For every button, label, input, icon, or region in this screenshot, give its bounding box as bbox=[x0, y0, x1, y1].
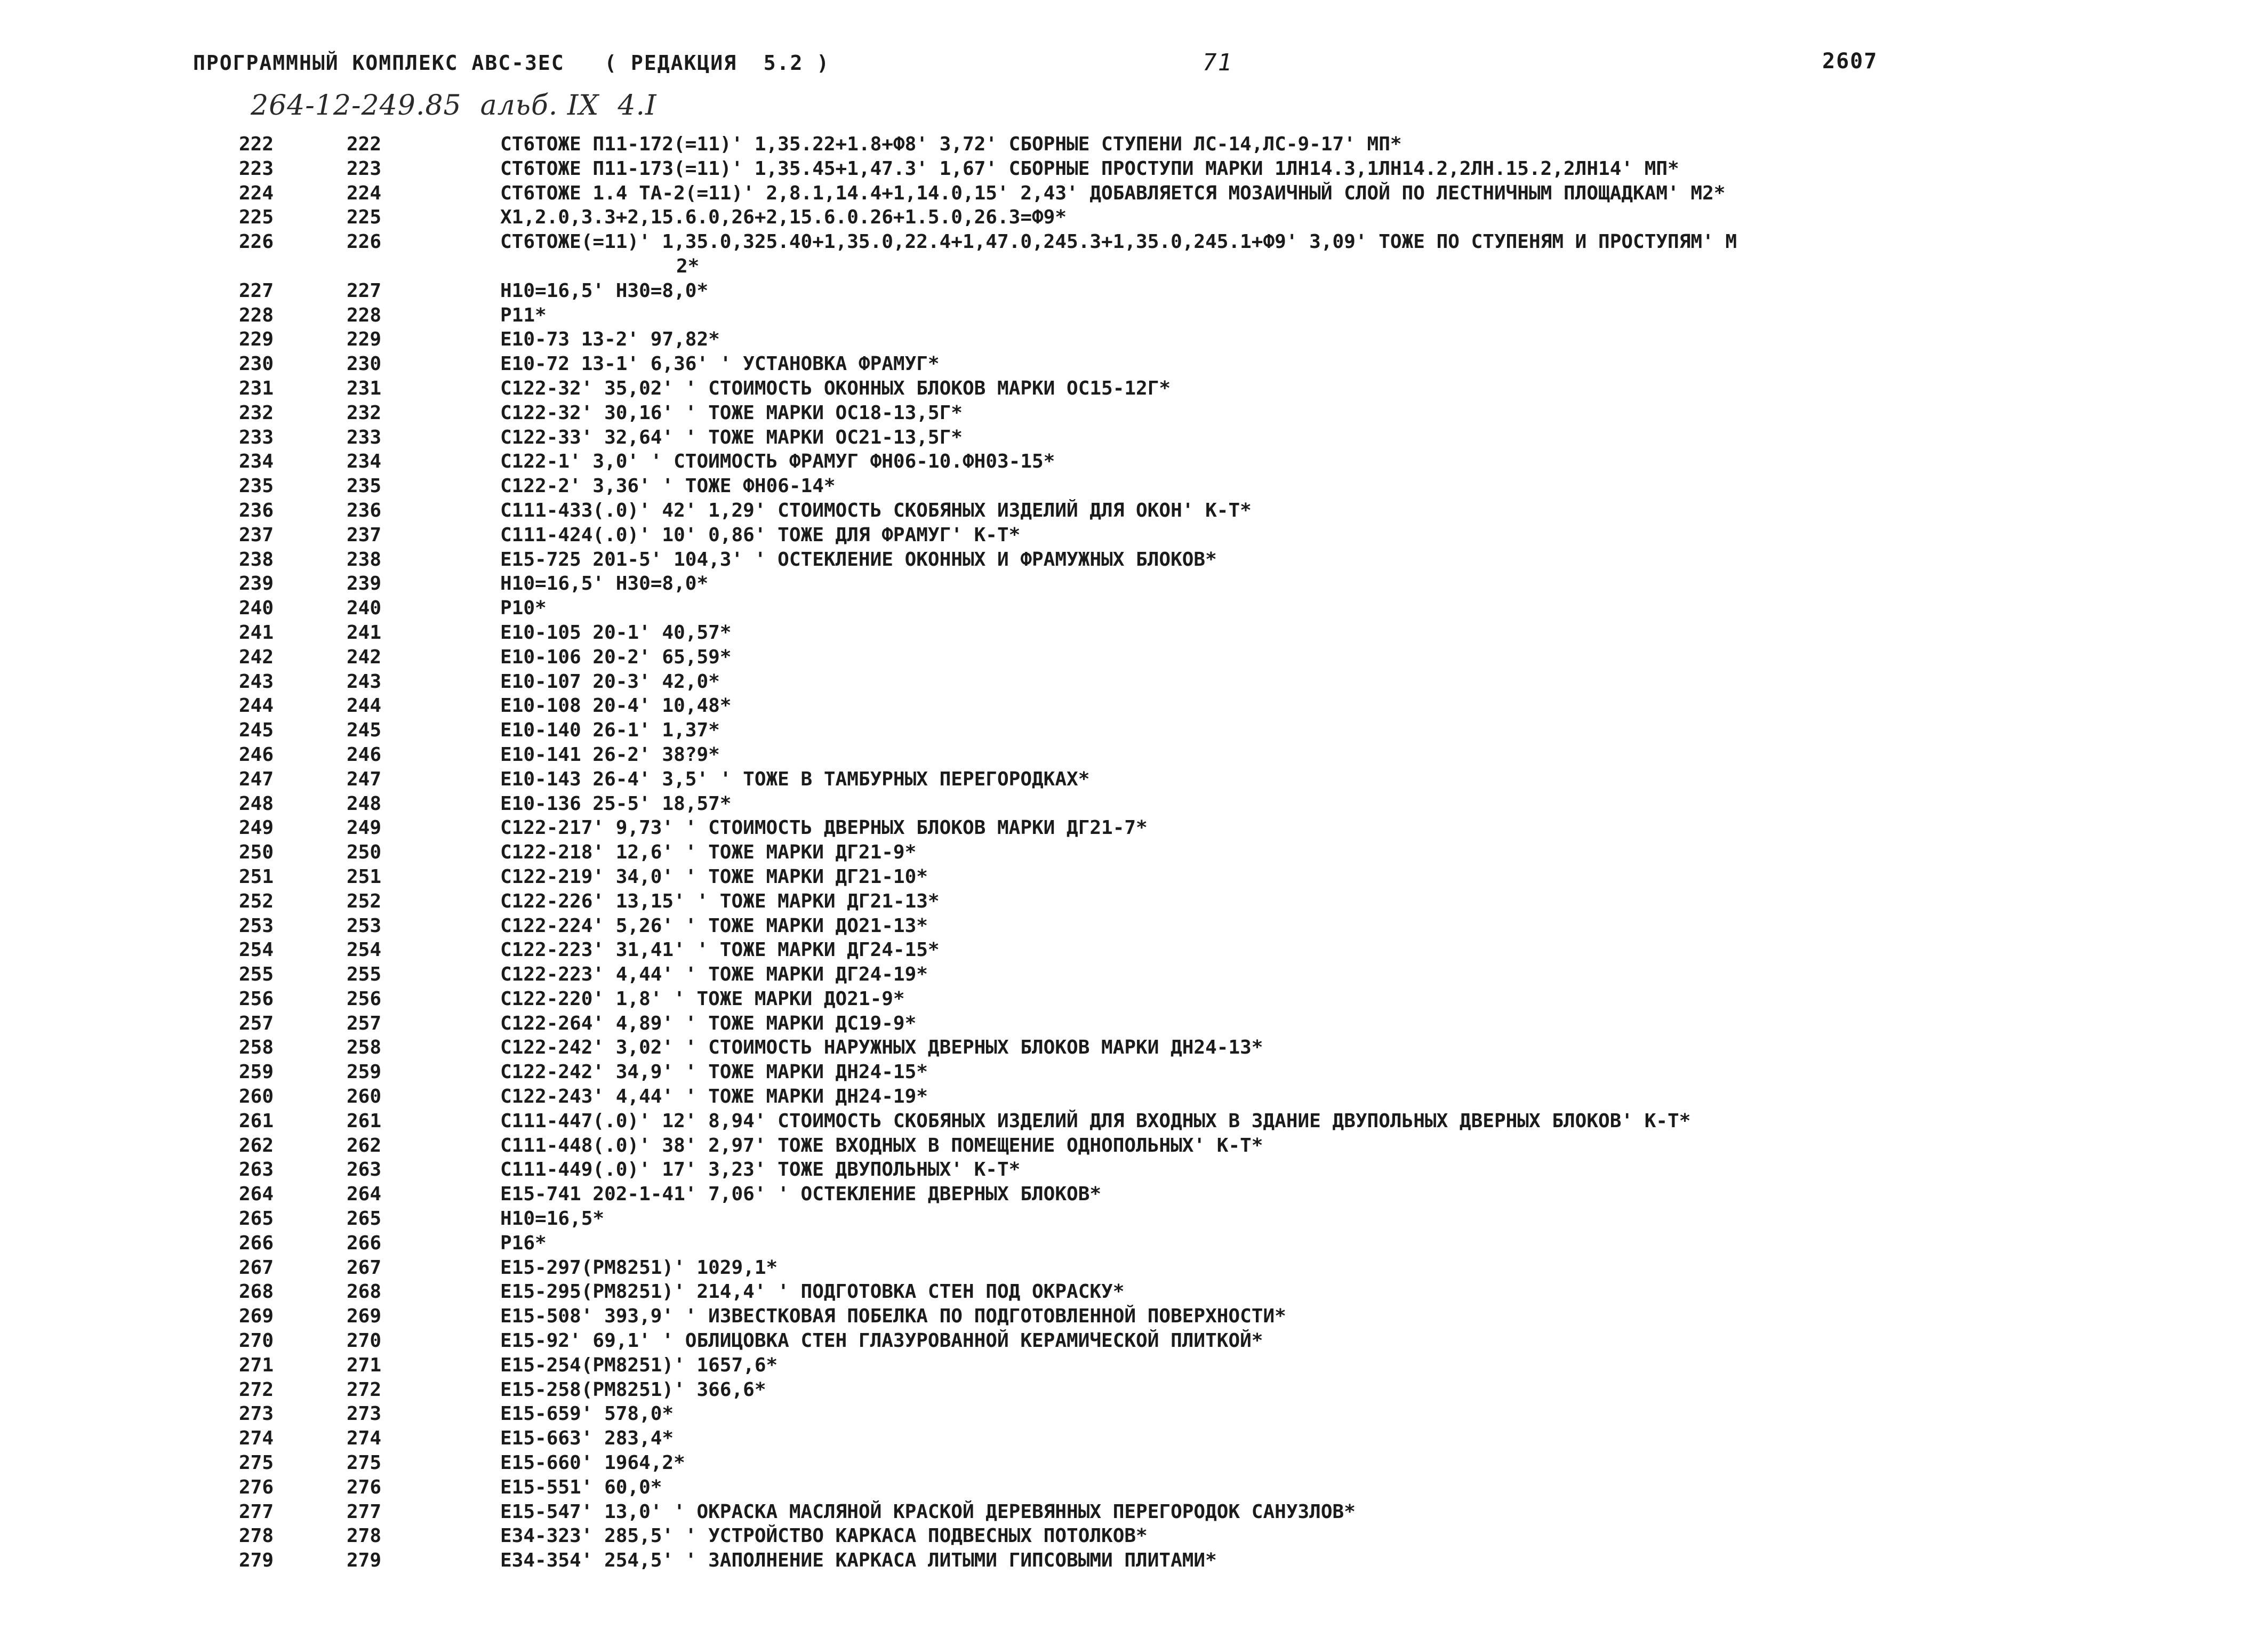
row-number: 237 bbox=[239, 524, 274, 546]
row-statement-text: Е15-92' 69,1' ' ОБЛИЦОВКА СТЕН ГЛАЗУРОВАННОЙ КЕРАМИЧЕСКОЙ ПЛИТКОЙ* bbox=[500, 1330, 1263, 1352]
row-statement-number: 228 bbox=[347, 304, 382, 326]
row-number: 249 bbox=[239, 817, 274, 839]
row-statement-text: С122-243' 4,44' ' ТОЖЕ МАРКИ ДН24-19* bbox=[500, 1086, 928, 1108]
sheet-number: 2607 bbox=[1822, 49, 1878, 74]
row-statement-text: Е10-72 13-1' 6,36' ' УСТАНОВКА ФРАМУГ* bbox=[500, 353, 940, 375]
row-number: 222 bbox=[239, 133, 274, 155]
row-statement-number: 235 bbox=[347, 475, 382, 497]
listing-row bbox=[0, 1134, 2268, 1158]
row-number: 246 bbox=[239, 743, 274, 766]
row-statement-text: Е10-140 26-1' 1,37* bbox=[500, 719, 720, 742]
row-number: 274 bbox=[239, 1427, 274, 1450]
listing-row bbox=[0, 499, 2268, 523]
row-number: 265 bbox=[239, 1208, 274, 1230]
row-statement-text: Р10* bbox=[500, 597, 547, 620]
row-statement-number: 253 bbox=[347, 914, 382, 937]
row-number: 269 bbox=[239, 1305, 274, 1328]
listing-row bbox=[0, 1475, 2268, 1500]
row-statement-number: 230 bbox=[347, 353, 382, 375]
row-number: 240 bbox=[239, 597, 274, 620]
row-statement-text: СТ6ТОЖЕ П11-173(=11)' 1,35.45+1,47.3' 1,67' СБОРНЫЕ ПРОСТУПИ МАРКИ 1ЛН14.3,1ЛН14.2,2ЛН.15.2,2ЛН14' МП* bbox=[500, 157, 1679, 180]
listing-row bbox=[0, 1378, 2268, 1402]
row-statement-text: С122-218' 12,6' ' ТОЖЕ МАРКИ ДГ21-9* bbox=[500, 841, 917, 864]
row-statement-text: С122-32' 35,02' ' СТОИМОСТЬ ОКОННЫХ БЛОКОВ МАРКИ ОС15-12Г* bbox=[500, 377, 1171, 399]
row-number: 264 bbox=[239, 1183, 274, 1206]
row-statement-text: Н10=16,5' Н30=8,0* bbox=[500, 573, 709, 595]
row-statement-number: 278 bbox=[347, 1525, 382, 1547]
listing-row bbox=[0, 303, 2268, 328]
row-statement-number: 238 bbox=[347, 548, 382, 571]
row-number: 266 bbox=[239, 1232, 274, 1254]
listing-row bbox=[0, 1451, 2268, 1475]
row-statement-text: Е15-741 202-1-41' 7,06' ' ОСТЕКЛЕНИЕ ДВЕРНЫХ БЛОКОВ* bbox=[500, 1183, 1102, 1206]
listing-row bbox=[0, 743, 2268, 767]
row-statement-text: С122-2' 3,36' ' ТОЖЕ ФН06-14* bbox=[500, 475, 836, 497]
listing-row bbox=[0, 792, 2268, 816]
row-statement-number: 247 bbox=[347, 768, 382, 790]
row-statement-text: С122-242' 34,9' ' ТОЖЕ МАРКИ ДН24-15* bbox=[500, 1061, 928, 1083]
row-statement-number: 231 bbox=[347, 377, 382, 399]
row-number: 224 bbox=[239, 182, 274, 204]
row-statement-number: 227 bbox=[347, 279, 382, 302]
row-statement-number: 239 bbox=[347, 573, 382, 595]
row-statement-number: 276 bbox=[347, 1476, 382, 1498]
row-number: 247 bbox=[239, 768, 274, 790]
row-statement-text: С111-424(.0)' 10' 0,86' ТОЖЕ ДЛЯ ФРАМУГ' К-Т* bbox=[500, 524, 1021, 546]
row-statement-text: Р11* bbox=[500, 304, 547, 326]
row-number: 272 bbox=[239, 1378, 274, 1401]
listing-row bbox=[0, 1011, 2268, 1036]
row-number: 279 bbox=[239, 1549, 274, 1572]
row-number: 277 bbox=[239, 1500, 274, 1523]
row-number: 250 bbox=[239, 841, 274, 864]
row-statement-text: Е15-659' 578,0* bbox=[500, 1403, 674, 1425]
handwritten-note: 264-12-249.85 альб. IX 4.I bbox=[251, 90, 657, 122]
listing-row bbox=[0, 230, 2268, 279]
row-statement-number: 271 bbox=[347, 1354, 382, 1376]
row-statement-number: 261 bbox=[347, 1110, 382, 1132]
listing-row bbox=[0, 1109, 2268, 1134]
row-statement-number: 225 bbox=[347, 206, 382, 229]
listing-row bbox=[0, 181, 2268, 206]
listing-row bbox=[0, 767, 2268, 792]
row-statement-text: Е15-660' 1964,2* bbox=[500, 1452, 685, 1474]
row-number: 261 bbox=[239, 1110, 274, 1132]
row-statement-text: Е15-547' 13,0' ' ОКРАСКА МАСЛЯНОЙ КРАСКОЙ ДЕРЕВЯННЫХ ПЕРЕГОРОДОК САНУЗЛОВ* bbox=[500, 1500, 1356, 1523]
row-number: 267 bbox=[239, 1256, 274, 1279]
listing-row bbox=[0, 938, 2268, 962]
row-statement-text: С122-1' 3,0' ' СТОИМОСТЬ ФРАМУГ ФН06-10.ФН03-15* bbox=[500, 451, 1055, 473]
row-number: 244 bbox=[239, 695, 274, 717]
listing-row bbox=[0, 816, 2268, 840]
row-statement-text: С122-224' 5,26' ' ТОЖЕ МАРКИ ДО21-13* bbox=[500, 914, 928, 937]
listing-row bbox=[0, 1060, 2268, 1085]
row-statement-number: 274 bbox=[347, 1427, 382, 1450]
row-statement-text: СТ6ТОЖЕ(=11)' 1,35.0,325.40+1,35.0,22.4+1,47.0,245.3+1,35.0,245.1+Ф9' 3,09' ТОЖЕ ПО СТУПЕНЯМ И ПРОСТУПЯМ' М bbox=[500, 231, 1737, 253]
row-number: 243 bbox=[239, 670, 274, 693]
listing-row bbox=[0, 1280, 2268, 1304]
listing-row bbox=[0, 962, 2268, 987]
listing-row bbox=[0, 1231, 2268, 1256]
row-statement-number: 224 bbox=[347, 182, 382, 204]
row-number: 223 bbox=[239, 157, 274, 180]
row-statement-number: 252 bbox=[347, 890, 382, 912]
listing-row bbox=[0, 327, 2268, 352]
row-statement-text: С122-217' 9,73' ' СТОИМОСТЬ ДВЕРНЫХ БЛОКОВ МАРКИ ДГ21-7* bbox=[500, 817, 1148, 839]
row-statement-number: 248 bbox=[347, 792, 382, 815]
listing-row bbox=[0, 1500, 2268, 1524]
listing-row bbox=[0, 132, 2268, 157]
row-number: 242 bbox=[239, 646, 274, 668]
listing-row bbox=[0, 840, 2268, 865]
row-number: 232 bbox=[239, 402, 274, 424]
row-number: 253 bbox=[239, 914, 274, 937]
row-statement-number: 268 bbox=[347, 1281, 382, 1303]
row-statement-number: 260 bbox=[347, 1086, 382, 1108]
row-number: 233 bbox=[239, 426, 274, 448]
row-number: 228 bbox=[239, 304, 274, 326]
row-statement-number: 240 bbox=[347, 597, 382, 620]
row-number: 255 bbox=[239, 963, 274, 986]
row-statement-number: 255 bbox=[347, 963, 382, 986]
row-statement-number: 222 bbox=[347, 133, 382, 155]
listing-row bbox=[0, 474, 2268, 499]
row-statement-number: 279 bbox=[347, 1549, 382, 1572]
listing-row bbox=[0, 352, 2268, 376]
row-statement-text: С122-226' 13,15' ' ТОЖЕ МАРКИ ДГ21-13* bbox=[500, 890, 940, 912]
row-statement-text: СТ6ТОЖЕ 1.4 ТА-2(=11)' 2,8.1,14.4+1,14.0,15' 2,43' ДОБАВЛЯЕТСЯ МОЗАИЧНЫЙ СЛОЙ ПО ЛЕСТНИЧНЫМ ПЛОЩАДКАМ' М2* bbox=[500, 182, 1726, 204]
listing-row bbox=[0, 1182, 2268, 1207]
row-statement-number: 277 bbox=[347, 1500, 382, 1523]
listing-row bbox=[0, 1426, 2268, 1451]
row-statement-text: Е10-73 13-2' 97,82* bbox=[500, 328, 720, 351]
row-statement-number: 241 bbox=[347, 621, 382, 644]
row-number: 262 bbox=[239, 1134, 274, 1157]
row-statement-number: 273 bbox=[347, 1403, 382, 1425]
row-statement-number: 264 bbox=[347, 1183, 382, 1206]
row-statement-text: Н10=16,5' Н30=8,0* bbox=[500, 279, 709, 302]
listing-row bbox=[0, 425, 2268, 450]
row-statement-text: Е10-141 26-2' 38?9* bbox=[500, 743, 720, 766]
row-number: 256 bbox=[239, 987, 274, 1010]
listing-row bbox=[0, 1085, 2268, 1109]
row-statement-text: С111-433(.0)' 42' 1,29' СТОИМОСТЬ СКОБЯНЫХ ИЗДЕЛИЙ ДЛЯ ОКОН' К-Т* bbox=[500, 499, 1252, 521]
listing-row bbox=[0, 572, 2268, 596]
row-number: 229 bbox=[239, 328, 274, 351]
listing-row bbox=[0, 1353, 2268, 1378]
row-statement-text: Е34-354' 254,5' ' ЗАПОЛНЕНИЕ КАРКАСА ЛИТЫМИ ГИПСОВЫМИ ПЛИТАМИ* bbox=[500, 1549, 1217, 1572]
row-statement-text: Е15-508' 393,9' ' ИЗВЕСТКОВАЯ ПОБЕЛКА ПО ПОДГОТОВЛЕННОЙ ПОВЕРХНОСТИ* bbox=[500, 1305, 1286, 1328]
listing-row bbox=[0, 645, 2268, 670]
row-statement-number: 256 bbox=[347, 987, 382, 1010]
row-number: 270 bbox=[239, 1330, 274, 1352]
row-statement-number: 263 bbox=[347, 1159, 382, 1181]
row-statement-number: 229 bbox=[347, 328, 382, 351]
row-statement-text: Е10-107 20-3' 42,0* bbox=[500, 670, 720, 693]
listing-row bbox=[0, 670, 2268, 694]
row-number: 257 bbox=[239, 1012, 274, 1034]
row-statement-number: 262 bbox=[347, 1134, 382, 1157]
listing-row bbox=[0, 1035, 2268, 1060]
listing-rows bbox=[0, 132, 2268, 1573]
row-statement-text: С111-449(.0)' 17' 3,23' ТОЖЕ ДВУПОЛЬНЫХ' К-Т* bbox=[500, 1159, 1021, 1181]
row-statement-number: 269 bbox=[347, 1305, 382, 1328]
listing-row bbox=[0, 1304, 2268, 1329]
listing-row bbox=[0, 376, 2268, 401]
row-statement-number: 242 bbox=[347, 646, 382, 668]
listing-row bbox=[0, 1402, 2268, 1426]
page-mark: 71 bbox=[1203, 49, 1233, 76]
row-number: 225 bbox=[239, 206, 274, 229]
row-statement-text: Е10-143 26-4' 3,5' ' ТОЖЕ В ТАМБУРНЫХ ПЕРЕГОРОДКАХ* bbox=[500, 768, 1090, 790]
row-statement-text: С111-447(.0)' 12' 8,94' СТОИМОСТЬ СКОБЯНЫХ ИЗДЕЛИЙ ДЛЯ ВХОДНЫХ В ЗДАНИЕ ДВУПОЛЬНЫХ ДВЕРНЫХ БЛОКОВ' К-Т* bbox=[500, 1110, 1691, 1132]
row-statement-text: Е10-108 20-4' 10,48* bbox=[500, 695, 732, 717]
row-number: 273 bbox=[239, 1403, 274, 1425]
program-title: ПРОГРАММНЫЙ КОМПЛЕКС АВС-ЗЕС ( РЕДАКЦИЯ 5.2 ) bbox=[193, 51, 830, 75]
row-number: 268 bbox=[239, 1281, 274, 1303]
row-statement-text: Е10-105 20-1' 40,57* bbox=[500, 621, 732, 644]
row-number: 254 bbox=[239, 939, 274, 961]
row-number: 239 bbox=[239, 573, 274, 595]
listing-row bbox=[0, 279, 2268, 303]
row-number: 263 bbox=[239, 1159, 274, 1181]
row-statement-number: 236 bbox=[347, 499, 382, 521]
listing-row bbox=[0, 1158, 2268, 1182]
listing-row bbox=[0, 914, 2268, 938]
row-statement-text: С122-219' 34,0' ' ТОЖЕ МАРКИ ДГ21-10* bbox=[500, 865, 928, 888]
listing-row bbox=[0, 205, 2268, 230]
row-number: 238 bbox=[239, 548, 274, 571]
listing-row bbox=[0, 987, 2268, 1011]
listing-row bbox=[0, 157, 2268, 181]
row-number: 258 bbox=[239, 1037, 274, 1059]
row-statement-text: С122-264' 4,89' ' ТОЖЕ МАРКИ ДС19-9* bbox=[500, 1012, 917, 1034]
row-statement-number: 275 bbox=[347, 1452, 382, 1474]
listing-row bbox=[0, 621, 2268, 645]
row-statement-text: Е15-254(РМ8251)' 1657,6* bbox=[500, 1354, 778, 1376]
row-statement-text: С122-242' 3,02' ' СТОИМОСТЬ НАРУЖНЫХ ДВЕРНЫХ БЛОКОВ МАРКИ ДН24-13* bbox=[500, 1037, 1263, 1059]
listing-row bbox=[0, 889, 2268, 914]
row-statement-number: 254 bbox=[347, 939, 382, 961]
row-number: 227 bbox=[239, 279, 274, 302]
row-statement-text: Е15-551' 60,0* bbox=[500, 1476, 662, 1498]
row-number: 230 bbox=[239, 353, 274, 375]
row-number: 235 bbox=[239, 475, 274, 497]
row-number: 231 bbox=[239, 377, 274, 399]
row-number: 236 bbox=[239, 499, 274, 521]
row-number: 234 bbox=[239, 451, 274, 473]
row-statement-text: С122-220' 1,8' ' ТОЖЕ МАРКИ ДО21-9* bbox=[500, 987, 905, 1010]
row-statement-text: Е15-295(РМ8251)' 214,4' ' ПОДГОТОВКА СТЕН ПОД ОКРАСКУ* bbox=[500, 1281, 1125, 1303]
row-statement-number: 237 bbox=[347, 524, 382, 546]
row-statement-number: 250 bbox=[347, 841, 382, 864]
row-statement-text: СТ6ТОЖЕ П11-172(=11)' 1,35.22+1.8+Ф8' 3,72' СБОРНЫЕ СТУПЕНИ ЛС-14,ЛС-9-17' МП* bbox=[500, 133, 1402, 155]
listing-row bbox=[0, 1256, 2268, 1280]
listing-row bbox=[0, 449, 2268, 474]
row-number: 260 bbox=[239, 1086, 274, 1108]
row-statement-number: 265 bbox=[347, 1208, 382, 1230]
row-statement-continuation: 2* bbox=[676, 255, 700, 277]
listing-row bbox=[0, 401, 2268, 425]
row-statement-number: 243 bbox=[347, 670, 382, 693]
row-number: 278 bbox=[239, 1525, 274, 1547]
listing-row bbox=[0, 1207, 2268, 1231]
listing-row bbox=[0, 596, 2268, 621]
row-statement-number: 251 bbox=[347, 865, 382, 888]
row-statement-text: Е34-323' 285,5' ' УСТРОЙСТВО КАРКАСА ПОДВЕСНЫХ ПОТОЛКОВ* bbox=[500, 1525, 1148, 1547]
row-statement-number: 266 bbox=[347, 1232, 382, 1254]
row-statement-text: Р16* bbox=[500, 1232, 547, 1254]
listing-row bbox=[0, 1524, 2268, 1548]
row-number: 248 bbox=[239, 792, 274, 815]
listing-row bbox=[0, 1329, 2268, 1353]
row-statement-text: С122-223' 31,41' ' ТОЖЕ МАРКИ ДГ24-15* bbox=[500, 939, 940, 961]
row-number: 252 bbox=[239, 890, 274, 912]
row-statement-number: 226 bbox=[347, 231, 382, 253]
row-statement-number: 244 bbox=[347, 695, 382, 717]
row-statement-number: 223 bbox=[347, 157, 382, 180]
listing-row bbox=[0, 1548, 2268, 1573]
row-number: 241 bbox=[239, 621, 274, 644]
row-statement-number: 245 bbox=[347, 719, 382, 742]
row-statement-text: Н10=16,5* bbox=[500, 1208, 605, 1230]
row-number: 276 bbox=[239, 1476, 274, 1498]
row-statement-text: Е10-106 20-2' 65,59* bbox=[500, 646, 732, 668]
row-number: 275 bbox=[239, 1452, 274, 1474]
row-statement-text: Е15-258(РМ8251)' 366,6* bbox=[500, 1378, 766, 1401]
row-statement-number: 233 bbox=[347, 426, 382, 448]
row-statement-number: 246 bbox=[347, 743, 382, 766]
row-statement-text: Е10-136 25-5' 18,57* bbox=[500, 792, 732, 815]
row-statement-text: С122-223' 4,44' ' ТОЖЕ МАРКИ ДГ24-19* bbox=[500, 963, 928, 986]
listing-row bbox=[0, 718, 2268, 743]
row-number: 226 bbox=[239, 231, 274, 253]
listing-row bbox=[0, 548, 2268, 572]
row-number: 271 bbox=[239, 1354, 274, 1376]
row-statement-text: Х1,2.0,3.3+2,15.6.0,26+2,15.6.0.26+1.5.0,26.3=Ф9* bbox=[500, 206, 1067, 229]
row-statement-number: 270 bbox=[347, 1330, 382, 1352]
row-statement-number: 257 bbox=[347, 1012, 382, 1034]
row-statement-number: 249 bbox=[347, 817, 382, 839]
row-statement-text: С122-32' 30,16' ' ТОЖЕ МАРКИ ОС18-13,5Г* bbox=[500, 402, 963, 424]
listing-row bbox=[0, 865, 2268, 889]
row-statement-number: 258 bbox=[347, 1037, 382, 1059]
listing-row bbox=[0, 523, 2268, 548]
row-statement-number: 232 bbox=[347, 402, 382, 424]
row-number: 245 bbox=[239, 719, 274, 742]
row-statement-text: Е15-663' 283,4* bbox=[500, 1427, 674, 1450]
row-statement-text: С111-448(.0)' 38' 2,97' ТОЖЕ ВХОДНЫХ В ПОМЕЩЕНИЕ ОДНОПОЛЬНЫХ' К-Т* bbox=[500, 1134, 1263, 1157]
row-statement-text: Е15-725 201-5' 104,3' ' ОСТЕКЛЕНИЕ ОКОННЫХ И ФРАМУЖНЫХ БЛОКОВ* bbox=[500, 548, 1217, 571]
listing-row bbox=[0, 694, 2268, 718]
row-statement-number: 259 bbox=[347, 1061, 382, 1083]
row-statement-number: 234 bbox=[347, 451, 382, 473]
row-statement-number: 272 bbox=[347, 1378, 382, 1401]
row-number: 259 bbox=[239, 1061, 274, 1083]
row-statement-number: 267 bbox=[347, 1256, 382, 1279]
row-statement-text: Е15-297(РМ8251)' 1029,1* bbox=[500, 1256, 778, 1279]
row-number: 251 bbox=[239, 865, 274, 888]
row-statement-text: С122-33' 32,64' ' ТОЖЕ МАРКИ ОС21-13,5Г* bbox=[500, 426, 963, 448]
